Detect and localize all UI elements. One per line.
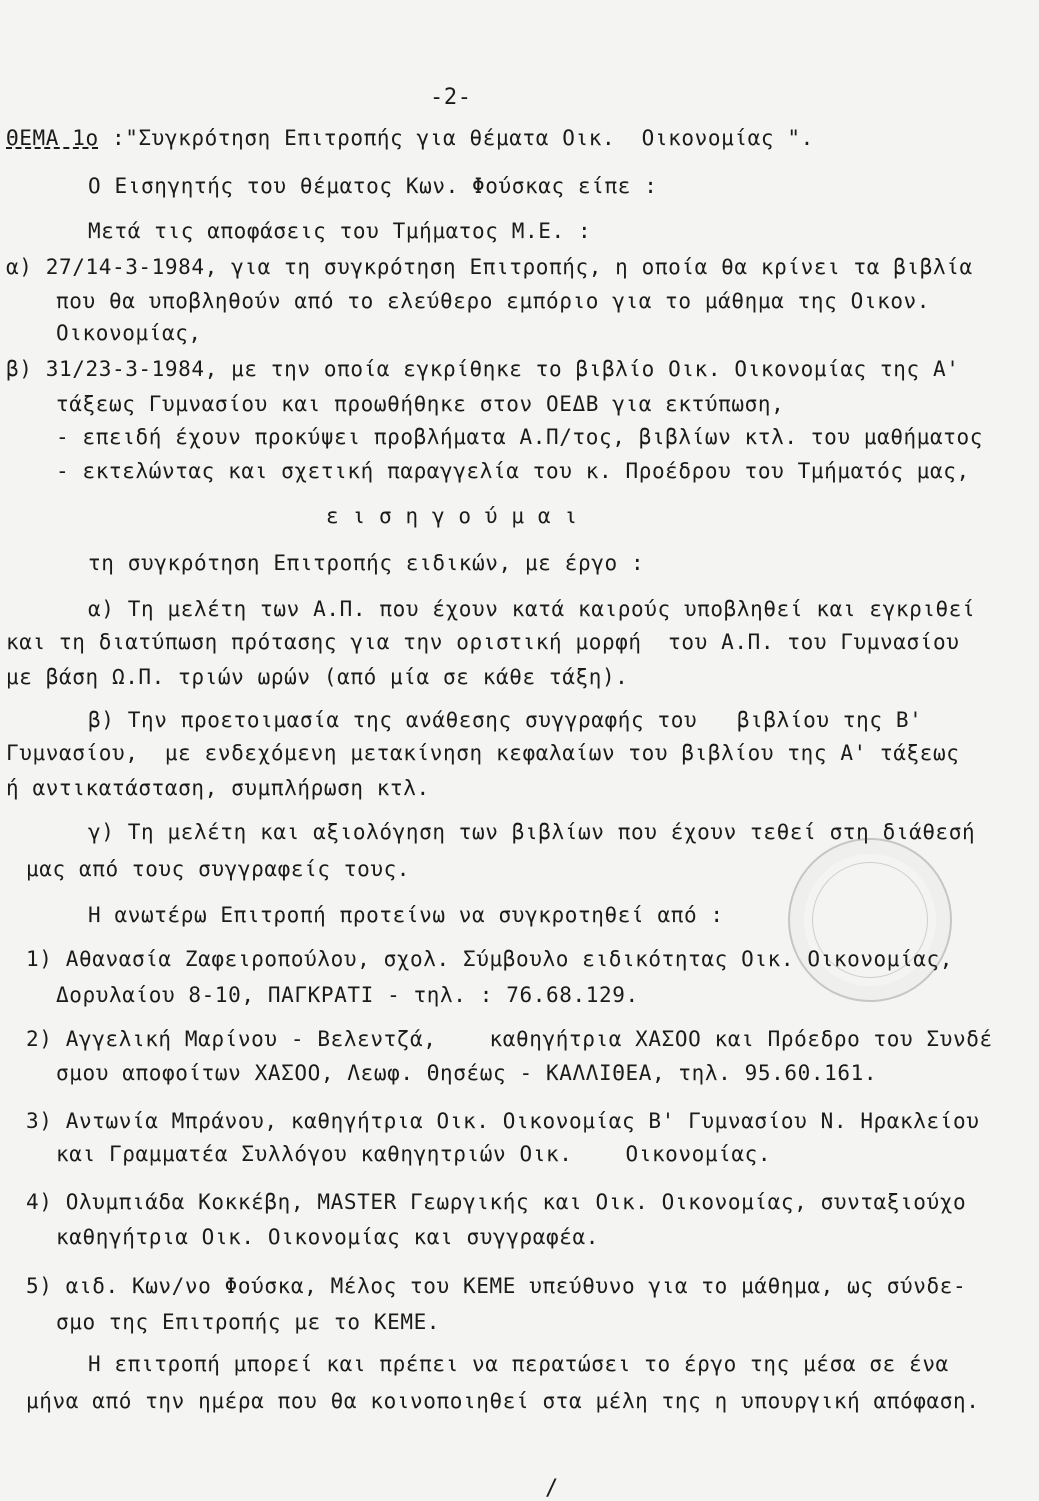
text-line: ε ι σ η γ ο ύ μ α ι bbox=[326, 504, 578, 528]
text-line: α) Τη μελέτη των Α.Π. που έχουν κατά καιρούς υποβληθεί και εγκριθεί bbox=[88, 597, 976, 621]
bottom-mark: / bbox=[545, 1476, 559, 1501]
text-line: γ) Τη μελέτη και αξιολόγηση των βιβλίων που έχουν τεθεί στη διάθεσή bbox=[88, 820, 976, 844]
text-line: τη συγκρότηση Επιτροπής ειδικών, με έργο : bbox=[88, 551, 645, 575]
page-number: -2- bbox=[430, 85, 472, 110]
text-line: Γυμνασίου, με ενδεχόμενη μετακίνηση κεφαλαίων του βιβλίου της Α' τάξεως bbox=[6, 741, 960, 765]
text-line: 3) Αντωνία Μπράνου, καθηγήτρια Οικ. Οικονομίας Β' Γυμνασίου Ν. Ηρακλείου bbox=[26, 1109, 980, 1133]
text-line: Δορυλαίου 8-10, ΠΑΓΚΡΑΤΙ - τηλ. : 76.68.129. bbox=[56, 983, 639, 1007]
text-line: α) 27/14-3-1984, για τη συγκρότηση Επιτροπής, η οποία θα κρίνει τα βιβλία bbox=[6, 255, 973, 279]
text-line: 5) αιδ. Κων/νο Φούσκα, Μέλος του ΚΕΜΕ υπεύθυνο για το μάθημα, ως σύνδε- bbox=[26, 1274, 967, 1298]
text-line: και τη διατύπωση πρότασης για την οριστική μορφή του Α.Π. του Γυμνασίου bbox=[6, 630, 960, 654]
text-line: ή αντικατάσταση, συμπλήρωση κτλ. bbox=[6, 776, 430, 800]
text-line: 1) Αθανασία Ζαφειροπούλου, σχολ. Σύμβουλο ειδικότητας Οικ. Οικονομίας, bbox=[26, 947, 954, 971]
text-line: Ο Εισηγητής του θέματος Κων. Φούσκας είπε : bbox=[88, 174, 658, 198]
heading bbox=[6, 126, 814, 150]
text-line: μήνα από την ημέρα που θα κοινοποιηθεί στα μέλη της η υπουργική απόφαση. bbox=[26, 1389, 980, 1413]
text-line: καθηγήτρια Οικ. Οικονομίας και συγγραφέα. bbox=[56, 1225, 599, 1249]
heading-label: ΘΕΜΑ 1ο bbox=[6, 126, 99, 150]
official-stamp bbox=[788, 838, 952, 1002]
text-line: - εκτελώντας και σχετική παραγγελία του κ. Προέδρου του Τμήματός μας, bbox=[56, 459, 970, 483]
text-line: και Γραμματέα Συλλόγου καθηγητριών Οικ. Οικονομίας. bbox=[56, 1142, 772, 1166]
text-line: 2) Αγγελική Μαρίνου - Βελεντζά, καθηγήτρια ΧΑΣΟΟ και Πρόεδρο του Συνδέ bbox=[26, 1027, 993, 1051]
text-line: Η επιτροπή μπορεί και πρέπει να περατώσει το έργο της μέσα σε ένα bbox=[88, 1352, 949, 1376]
heading-text: :"Συγκρότηση Επιτροπής για θέματα Οικ. Οικονομίας ". bbox=[111, 126, 814, 150]
text-line: β) 31/23-3-1984, με την οποία εγκρίθηκε το βιβλίο Οικ. Οικονομίας της Α' bbox=[6, 357, 960, 381]
text-line: Οικονομίας, bbox=[56, 321, 202, 345]
text-line: τάξεως Γυμνασίου και προωθήθηκε στον ΟΕΔΒ για εκτύπωση, bbox=[56, 392, 785, 416]
text-line: σμο της Επιτροπής με το ΚΕΜΕ. bbox=[56, 1310, 441, 1334]
text-line: β) Την προετοιμασία της ανάθεσης συγγραφής του βιβλίου της Β' bbox=[88, 708, 923, 732]
text-line: 4) Ολυμπιάδα Κοκκέβη, MASTER Γεωργικής και Οικ. Οικονομίας, συνταξιούχο bbox=[26, 1190, 967, 1214]
text-line: Η ανωτέρω Επιτροπή προτείνω να συγκροτηθεί από : bbox=[88, 903, 724, 927]
text-line: Μετά τις αποφάσεις του Τμήματος Μ.Ε. : bbox=[88, 219, 592, 243]
text-line: σμου αποφοίτων ΧΑΣΟΟ, Λεωφ. Θησέως - ΚΑΛΛΙΘΕΑ, τηλ. 95.60.161. bbox=[56, 1061, 878, 1085]
text-line: με βάση Ω.Π. τριών ωρών (από μία σε κάθε τάξη). bbox=[6, 665, 629, 689]
text-line: που θα υποβληθούν από το ελεύθερο εμπόριο για το μάθημα της Οικον. bbox=[56, 289, 931, 313]
text-line: μας από τους συγγραφείς τους. bbox=[26, 857, 411, 881]
text-line: - επειδή έχουν προκύψει προβλήματα Α.Π/τος, βιβλίων κτλ. του μαθήματος bbox=[56, 425, 984, 449]
